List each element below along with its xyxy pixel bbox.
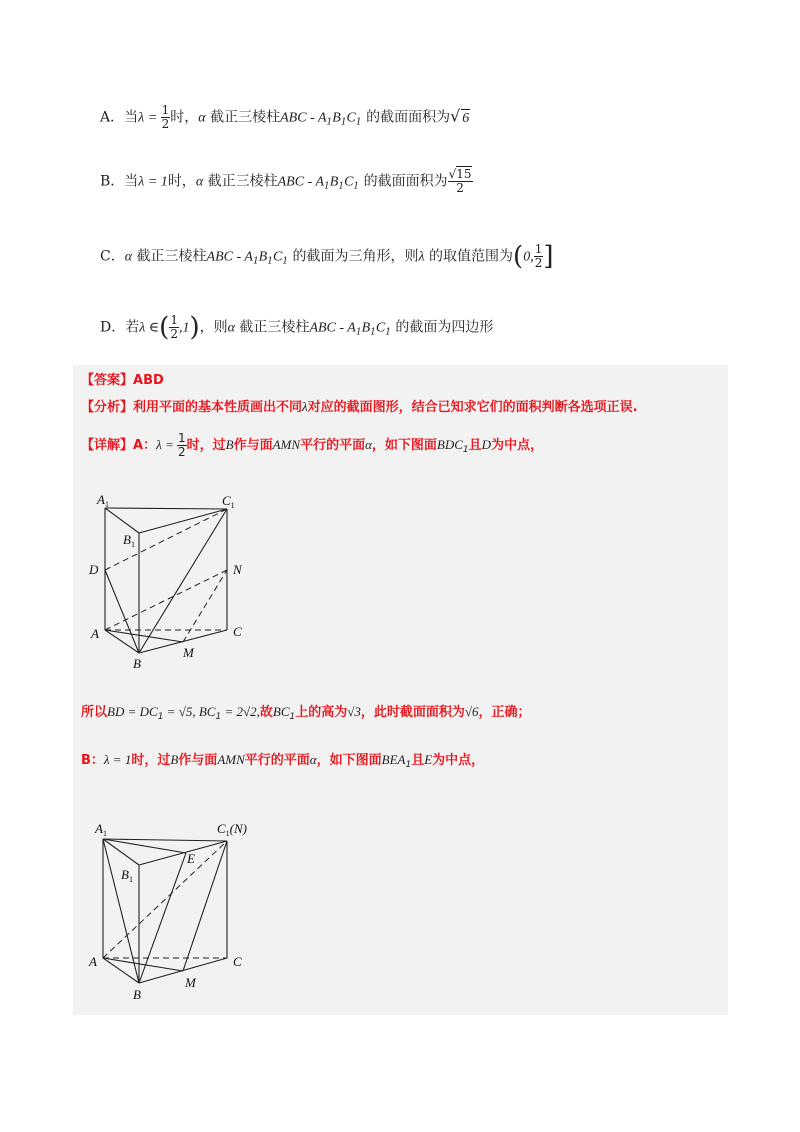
prism-c: C: [375, 320, 386, 336]
lambda: λ: [138, 110, 145, 126]
result-t2: 上的高为: [295, 705, 348, 720]
label-m: M: [185, 975, 196, 990]
open-paren: (: [513, 241, 524, 272]
answer-line: [81, 372, 164, 390]
fraction-half: [534, 243, 544, 270]
frac-den: 2: [161, 117, 170, 131]
detail-b-label: B：: [81, 753, 104, 768]
label-n: N: [233, 562, 242, 577]
area-value: √6: [464, 704, 479, 719]
point-d: D: [481, 437, 492, 452]
prism-b: B: [258, 249, 268, 265]
label-a: A: [91, 626, 99, 641]
frac-num: 1: [534, 242, 543, 256]
detail-t4: ，如下图面: [371, 438, 437, 453]
label-a1: $A_1$: [97, 492, 109, 509]
sub: 1: [215, 712, 222, 722]
equals: =: [144, 110, 161, 126]
frac-num: 1: [177, 431, 186, 445]
detail-t3: 平行的平面: [300, 438, 366, 453]
point-b: B: [170, 752, 179, 767]
result-t1: 故: [259, 705, 273, 720]
open-paren: (: [159, 312, 170, 343]
option-d-label: D．: [100, 319, 126, 336]
detail-a-label: A：: [133, 438, 157, 453]
plane-bea: BEA: [381, 752, 406, 767]
detail-tag: 【详解】: [81, 438, 134, 453]
alpha: α: [309, 752, 317, 767]
result-t4: ，正确；: [478, 705, 531, 720]
frac-num: √15: [448, 167, 472, 181]
option-a-time: 时，: [170, 109, 199, 126]
detail-b-t4: ，如下图面: [316, 753, 382, 768]
option-b-tail: 的截面面积为: [359, 173, 448, 190]
alpha: α: [195, 174, 204, 190]
detail-a-line: [81, 432, 543, 459]
alpha: α: [227, 320, 235, 336]
answer-value: ABD: [133, 373, 164, 388]
label-b: B: [133, 656, 141, 671]
option-c-tail2: 的取值范围为: [424, 248, 514, 265]
sub: 1: [289, 712, 296, 722]
prism-name: ABC - A: [206, 249, 253, 265]
lambda-in: λ ∈: [139, 320, 160, 336]
option-c: [100, 243, 553, 271]
frac-num: 1: [161, 103, 170, 117]
option-d-cut: 截正三棱柱: [234, 319, 310, 336]
close-bracket: ]: [543, 241, 554, 272]
sqrt-sign: √: [450, 106, 461, 126]
label-c: C: [233, 954, 242, 969]
detail-t2: 作与面: [233, 438, 273, 453]
prism-c: C: [272, 249, 283, 265]
label-a1: $A_1$: [95, 821, 107, 838]
option-d-tail: 的截面为四边形: [390, 319, 494, 336]
option-a-tail: 的截面面积为: [361, 109, 451, 126]
result-pre: 所以: [81, 705, 108, 720]
prism-name: ABC - A: [277, 174, 325, 190]
label-a: A: [89, 954, 97, 969]
sub: 1: [462, 445, 469, 455]
label-d: D: [89, 562, 99, 577]
alpha: α: [198, 110, 206, 126]
analysis-pre: 利用平面的基本性质画出不同: [133, 400, 303, 415]
sub: 1: [282, 256, 289, 267]
sub: 1: [157, 712, 164, 722]
frac-num: 1: [170, 313, 178, 327]
option-c-cut: 截正三棱柱: [132, 248, 207, 265]
detail-t5: 且: [468, 438, 482, 453]
option-a-label: A．: [100, 109, 125, 126]
analysis-post: 对应的截面图形，结合已知求它们的面积判断各选项正误.: [307, 400, 638, 415]
option-d: [100, 314, 493, 342]
sub: 1: [385, 327, 391, 338]
option-a-cut: 截正三棱柱: [205, 109, 281, 126]
sub: 1: [324, 181, 330, 192]
plane-bdc: BDC: [436, 437, 463, 452]
detail-b-t6: 为中点，: [432, 753, 485, 768]
lambda: λ: [418, 249, 425, 265]
detail-b-t5: 且: [411, 753, 425, 768]
label-c1: $C_1$: [222, 493, 235, 510]
analysis-tag: 【分析】: [81, 400, 134, 415]
prism-figure-1: [83, 490, 263, 675]
lambda-eq: λ =: [156, 437, 177, 452]
prism-c: C: [344, 174, 354, 190]
fraction-sqrt15-over-2: [448, 168, 473, 195]
alpha: α: [124, 249, 133, 265]
option-d-if: 若: [125, 319, 140, 336]
close-paren: ): [189, 312, 200, 343]
sub: 1: [355, 117, 362, 128]
plane-amn: AMN: [217, 752, 245, 767]
sub: 1: [355, 327, 362, 338]
plane-amn: AMN: [272, 437, 301, 452]
fraction-half: [161, 104, 171, 131]
frac-den: 2: [534, 256, 543, 270]
result-a-line: [81, 703, 531, 726]
option-c-label: C．: [100, 248, 125, 265]
sub: 1: [340, 117, 347, 128]
sub: 1: [338, 181, 345, 192]
point-e: E: [424, 752, 433, 767]
detail-b-line: [81, 751, 484, 774]
option-b-cut: 截正三棱柱: [203, 173, 278, 190]
sub: 1: [326, 117, 333, 128]
result-t3: ，此时截面面积为: [360, 705, 465, 720]
label-c: C: [233, 624, 242, 639]
option-b-label: B．: [100, 173, 125, 190]
detail-t6: 为中点，: [491, 438, 544, 453]
option-a-when: 当: [124, 109, 139, 126]
prism-b: B: [332, 110, 341, 126]
sub: 1: [405, 760, 412, 770]
option-c-tail: 的截面为三角形，则: [288, 248, 419, 265]
height-value: √3: [347, 704, 361, 719]
prism-name: ABC - A: [280, 110, 327, 126]
answer-panel: [73, 365, 728, 1015]
label-m: M: [183, 645, 194, 660]
alpha: α: [365, 437, 372, 452]
sub: 1: [252, 256, 259, 267]
detail-t1: 时，过: [186, 438, 226, 453]
label-c1-n: $C_1(N)$: [217, 821, 248, 838]
interval-one: ,1: [178, 320, 190, 336]
prism-name: ABC - A: [309, 320, 356, 336]
label-b: B: [133, 987, 141, 1002]
lambda-condition: λ = 1: [138, 174, 168, 190]
segment-bc1: BC: [272, 704, 290, 719]
fraction-half: [169, 314, 179, 341]
detail-b-t1: 时，过: [131, 753, 171, 768]
sub: 1: [370, 327, 376, 338]
sqrt-value: 15: [456, 167, 472, 181]
sub: 1: [267, 256, 273, 267]
prism-figure-2: [83, 813, 283, 1003]
sub: 1: [353, 181, 360, 192]
option-b-time: 时，: [167, 173, 196, 190]
prism-b: B: [329, 174, 339, 190]
prism-b: B: [361, 320, 371, 336]
eq-2sqrt2: = 2√2,: [221, 704, 260, 719]
lambda-condition: λ = 1: [103, 752, 132, 767]
answer-tag: 【答案】: [81, 373, 134, 388]
option-d-then: ，则: [199, 319, 228, 336]
lambda: λ: [302, 399, 308, 414]
label-b1: $B_1$: [123, 532, 135, 549]
detail-b-t3: 平行的平面: [244, 753, 310, 768]
point-b: B: [225, 437, 234, 452]
frac-den: 2: [177, 445, 186, 459]
eq-bc: = √5, BC: [163, 704, 216, 719]
interval-zero: 0,: [523, 249, 534, 265]
detail-b-t2: 作与面: [178, 753, 218, 768]
analysis-line: [81, 398, 638, 417]
frac-den: 2: [456, 181, 464, 195]
eq-bd: BD = DC: [107, 704, 158, 719]
frac-den: 2: [170, 327, 178, 341]
label-e: E: [187, 851, 195, 866]
option-b: [100, 168, 473, 196]
prism-c: C: [346, 110, 356, 126]
label-b1: $B_1$: [121, 867, 133, 884]
option-a: [100, 104, 470, 132]
sqrt-value: 6: [462, 110, 470, 126]
fraction-half: [177, 432, 187, 459]
option-b-when: 当: [124, 173, 139, 190]
